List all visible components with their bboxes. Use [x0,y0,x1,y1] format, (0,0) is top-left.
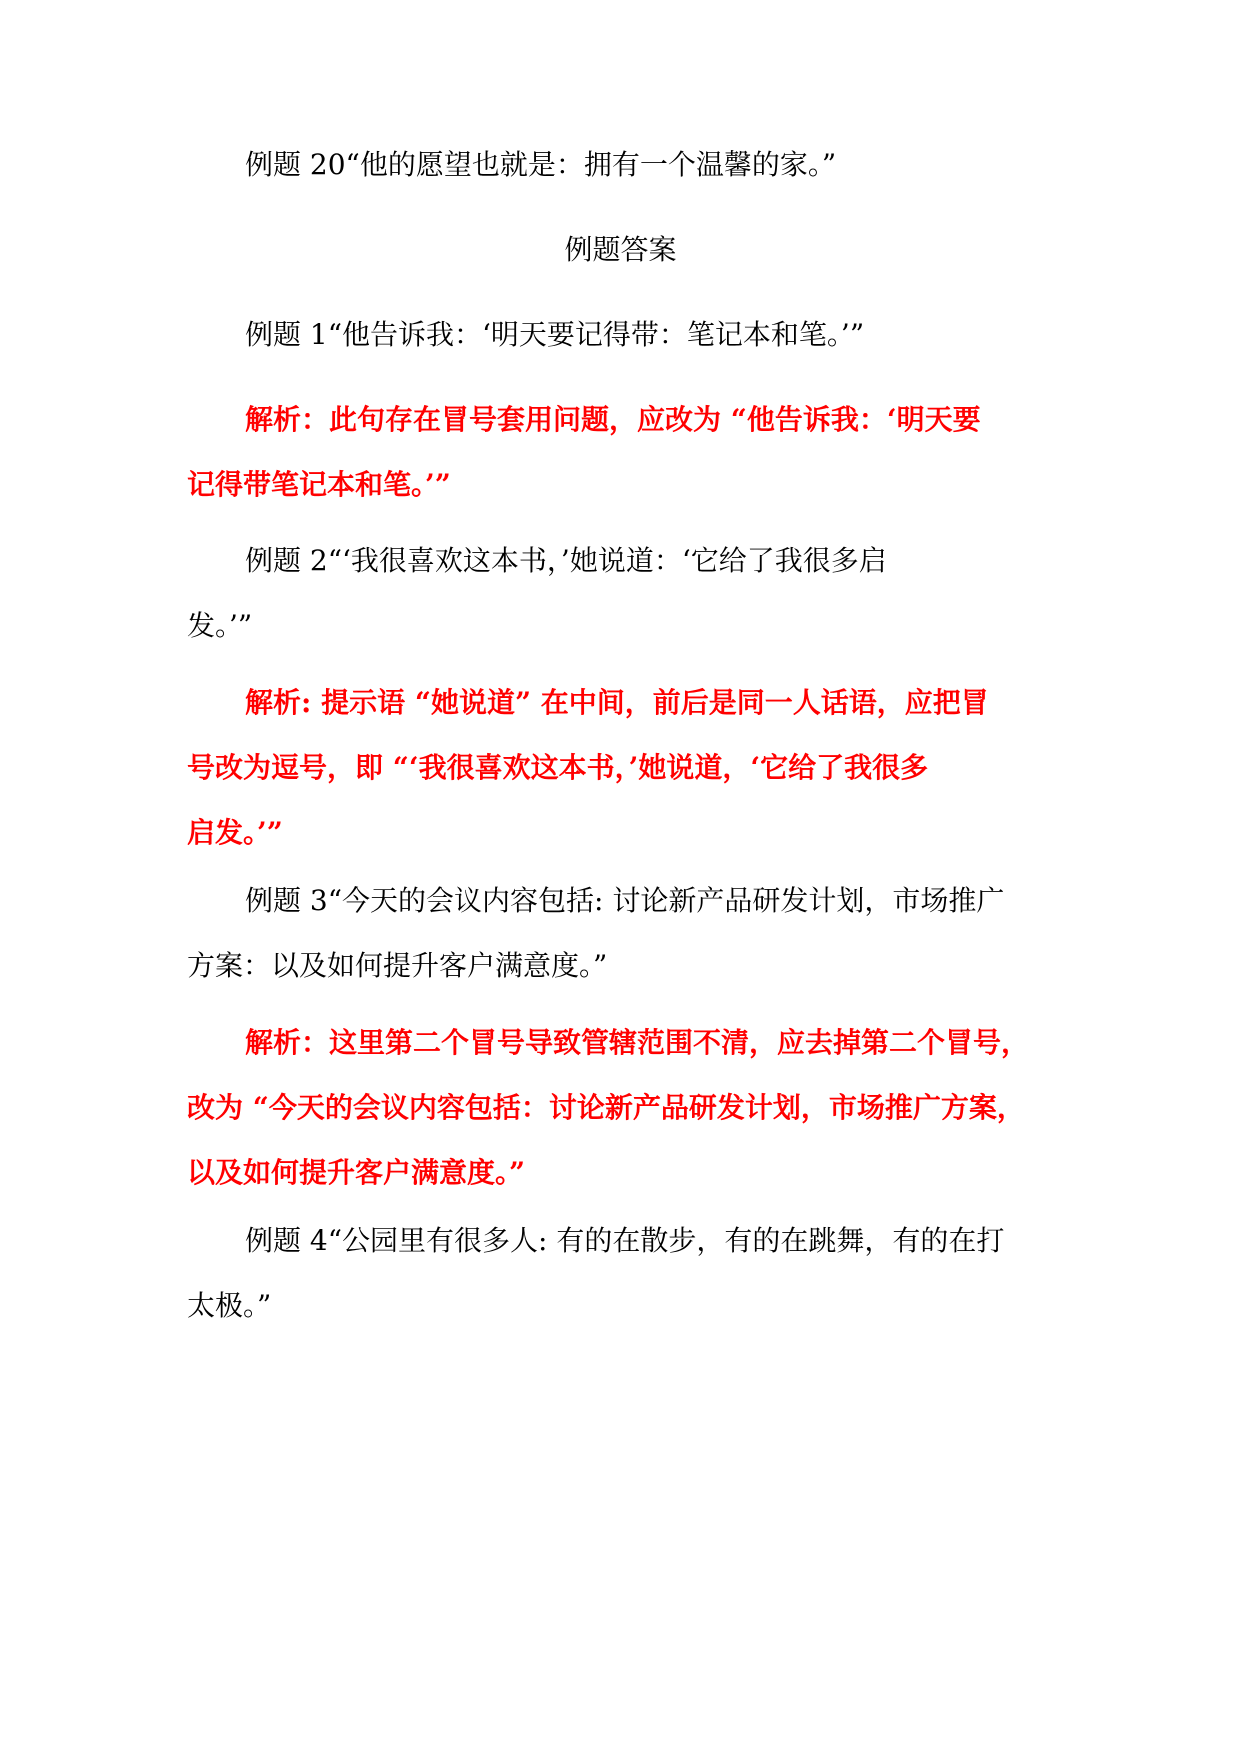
analysis-1-line-2: 记得带笔记本和笔。’” [187,468,451,501]
analysis-3-line-3: 以及如何提升客户满意度。” [187,1156,526,1189]
analysis-1-line-1: 解析：此句存在冒号套用问题，应改为 “他告诉我：‘明天要 [245,403,981,436]
question-3-line-1: 例题 3“今天的会议内容包括: 讨论新产品研发计划，市场推广 [245,884,1005,917]
question-4 [187,1208,1067,1338]
analysis-2-line-1: 解析: 提示语 “她说道” 在中间，前后是同一人话语，应把冒 [245,686,989,719]
question-1-line-1: 例题 1“他告诉我：‘明天要记得带：笔记本和笔。’” [245,318,865,351]
question-1 [187,302,1067,367]
question-4-line-2: 太极。” [187,1289,272,1322]
analysis-3-line-2: 改为 “今天的会议内容包括：讨论新产品研发计划，市场推广方案， [187,1091,1025,1124]
question-2-line-2: 发。’” [187,609,253,642]
question-3-line-2: 方案：以及如何提升客户满意度。” [187,949,608,982]
question-2 [187,528,1067,658]
analysis-2-line-2: 号改为逗号，即 “‘我很喜欢这本书，’她说道，‘它给了我很多 [187,751,929,784]
analysis-3 [187,1010,1067,1205]
analysis-2 [187,670,1067,865]
question-20-line-1: 例题 20“他的愿望也就是：拥有一个温馨的家。” [245,148,837,181]
analysis-1 [187,387,1067,517]
question-20 [187,132,1067,197]
question-3 [187,868,1067,998]
question-2-line-1: 例题 2“‘我很喜欢这本书，’她说道：‘它给了我很多启 [245,544,887,577]
analysis-3-line-1: 解析：这里第二个冒号导致管辖范围不清，应去掉第二个冒号， [245,1026,1030,1059]
question-4-line-1: 例题 4“公园里有很多人: 有的在散步，有的在跳舞，有的在打 [245,1224,1005,1257]
analysis-2-line-3: 启发。’” [187,816,283,849]
answers-heading: 例题答案 [564,233,677,266]
